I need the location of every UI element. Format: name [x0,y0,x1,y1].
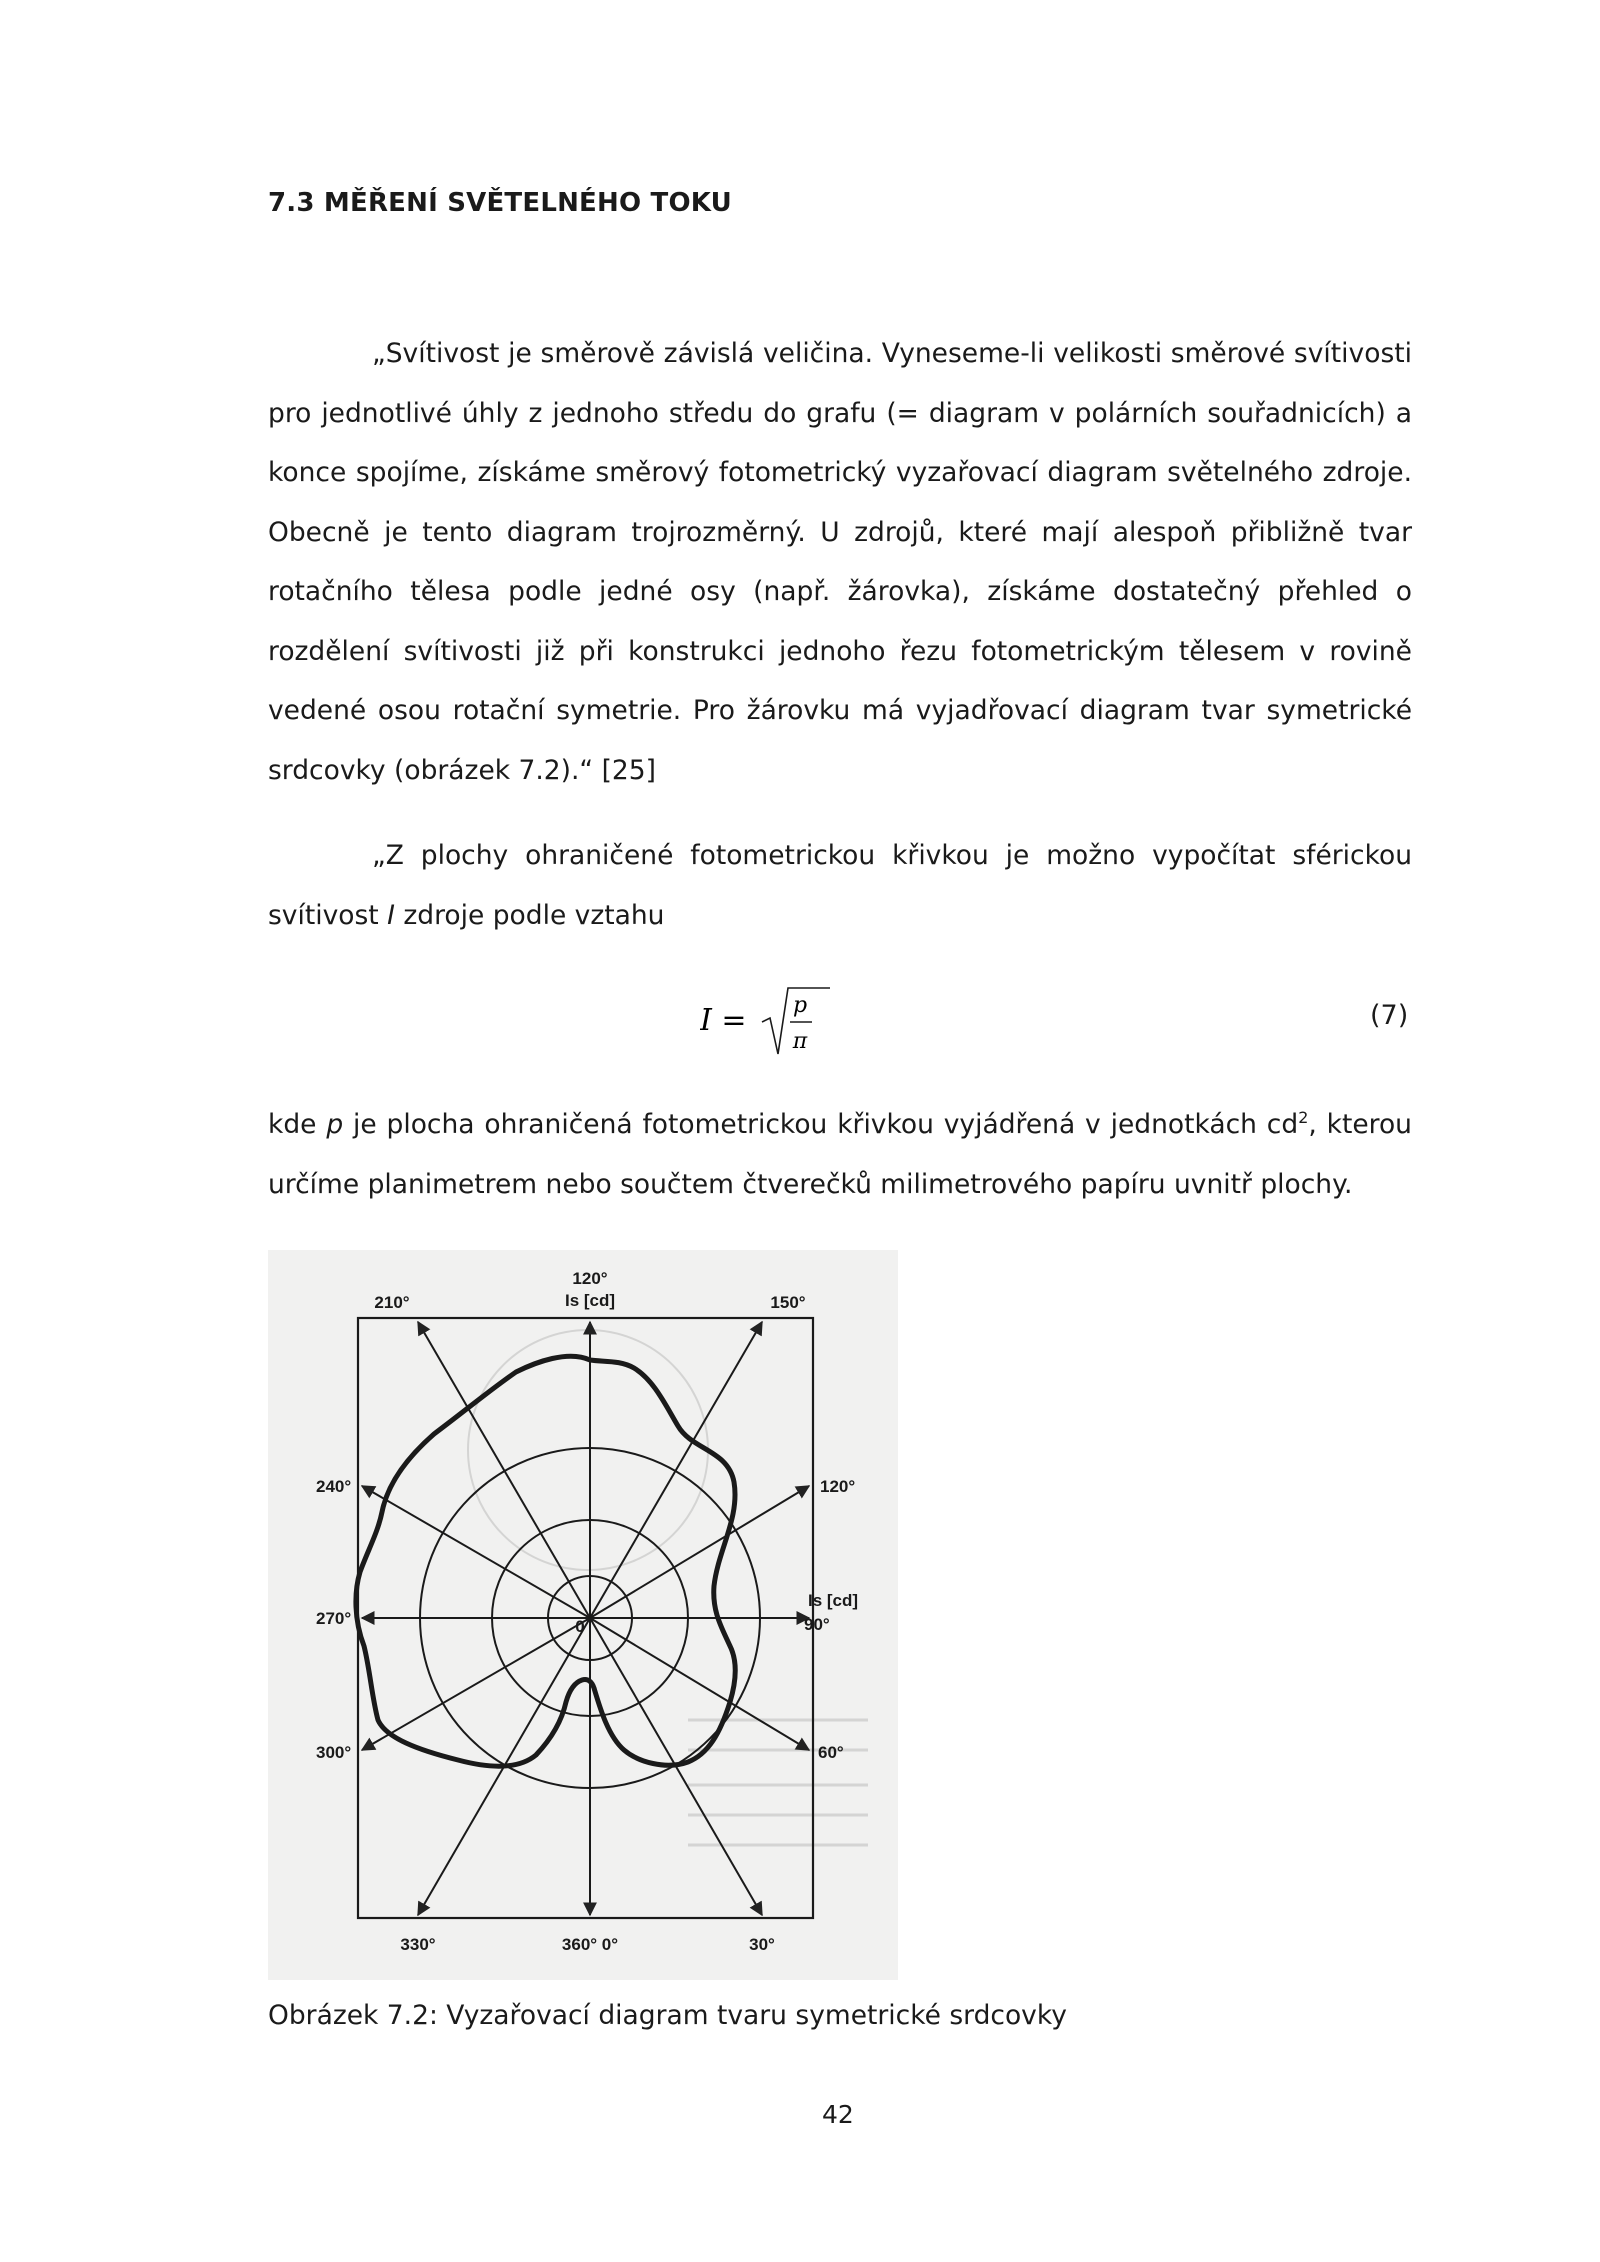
variable-p: p [326,1109,344,1140]
paragraph-2-text [268,826,1412,945]
label-330: 330° [400,1935,436,1954]
label-top-angle: 120° [572,1269,608,1288]
label-90: 90° [804,1615,830,1634]
figure-caption: Obrázek 7.2: Vyzařovací diagram tvaru symetrické srdcovky [268,2000,1067,2031]
radial-arrows [362,1322,809,1915]
page-number: 42 [822,2100,854,2129]
label-top-unit: Is [cd] [564,1291,616,1310]
paragraph-spherical-intensity [268,826,1412,945]
formula-lhs: I = [700,1003,747,1038]
paragraph-2-before: „Z plochy ohraničené fotometrickou křivkou je možno vypočítat sférickou svítivost [268,840,1412,931]
label-150: 150° [770,1293,806,1312]
formula-numerator: p [792,993,808,1018]
label-60: 60° [818,1743,844,1762]
paragraph-3-before: kde [268,1109,327,1140]
section-heading: 7.3 MĚŘENÍ SVĚTELNÉHO TOKU [268,188,732,218]
equation-number: (7) [1370,1000,1409,1031]
label-120-right: 120° [820,1477,856,1496]
label-360-0: 360° 0° [561,1935,619,1954]
variable-I: I [387,899,395,931]
formula [700,982,920,1062]
paragraph-area-definition [268,1095,1412,1214]
label-30: 30° [749,1935,775,1954]
formula-denominator: π [792,1029,808,1054]
superscript-2: 2 [1298,1108,1309,1128]
paragraph-3-after: , kterou určíme planimetrem nebo součtem čtverečků milimetrového papíru uvnitř plochy. [268,1109,1412,1200]
paragraph-luminous-intensity [268,324,1412,800]
label-240: 240° [316,1477,352,1496]
paragraph-2-after: zdroje podle vztahu [394,899,665,931]
formula-svg [700,982,920,1062]
label-right-unit: Is [cd] [808,1591,859,1610]
paragraph-3-middle: je plocha ohraničená fotometrickou křivkou vyjádřená v jednotkách cd [343,1109,1299,1140]
paragraph-1-text: „Svítivost je směrově závislá veličina. Vyneseme-li velikosti směrové svítivosti pro jednotlivé úhly z jednoho středu do grafu (= diagram v polárních souřadnicích) a konce spojíme, získáme směrový fotometrický vyzařovací diagram světelného zdroje. Obecně je tento diagram trojrozměrný. U zdrojů, které mají alespoň přibližně tvar rotačního tělesa podle jedné osy (např. žárovka), získáme dostatečný přehled o rozdělení svítivosti již při konstrukci jednoho řezu fotometrickým tělesem v rovině vedené osou rotační symetrie. Pro žárovku má vyjadřovací diagram tvar symetrické srdcovky (obrázek 7.2).“ [25] [268,338,1412,786]
label-300: 300° [316,1743,352,1762]
polar-diagram-svg [268,1250,898,1980]
figure-polar-diagram [268,1250,898,1980]
label-center-zero: 0 [575,1617,585,1636]
label-270: 270° [316,1609,352,1628]
label-210: 210° [374,1293,410,1312]
